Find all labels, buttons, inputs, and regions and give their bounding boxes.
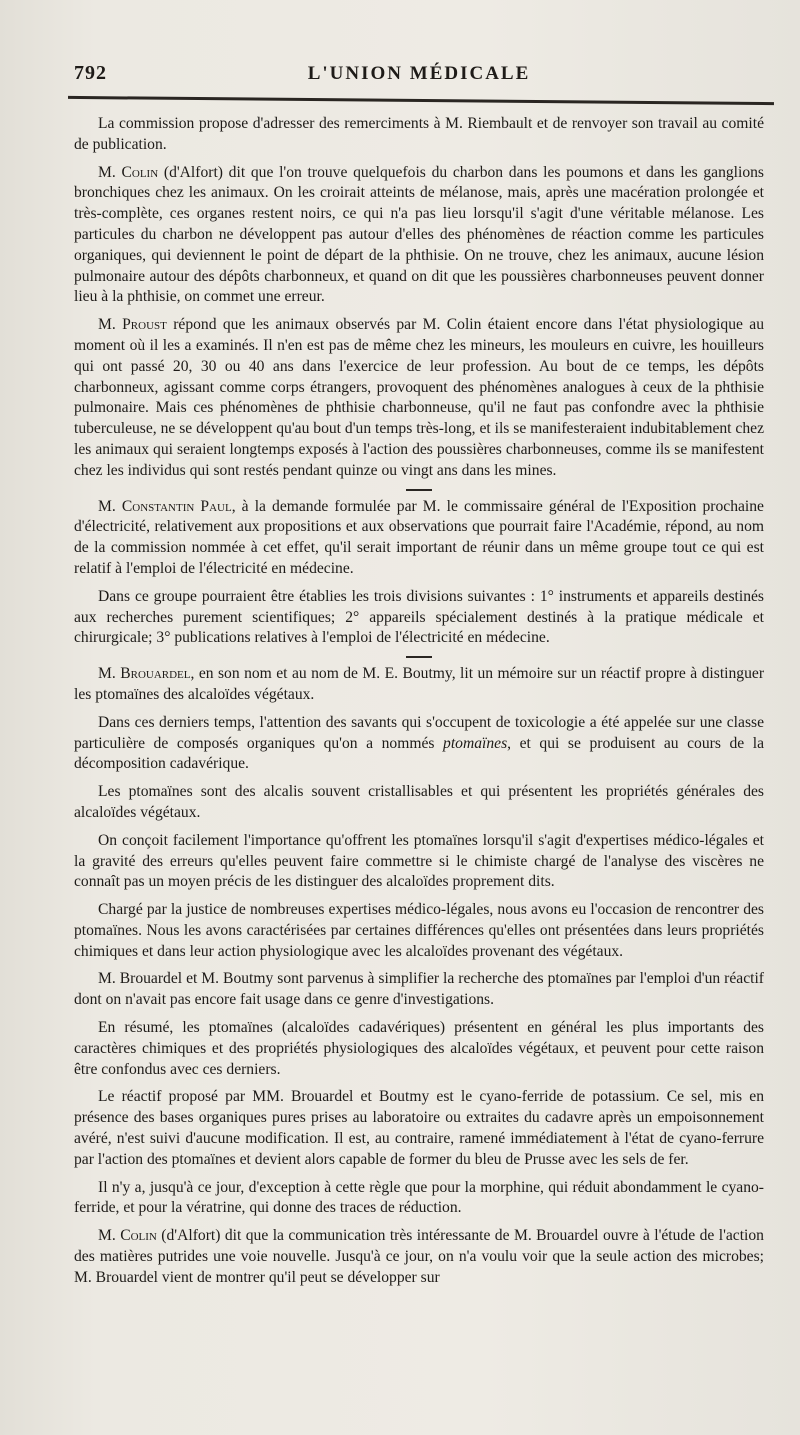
paragraph: La commission propose d'adresser des remerciments à M. Riembault et de renvoyer son travail au comité de publication.	[74, 115, 764, 153]
paragraph: M. Brouardel, en son nom et au nom de M. E. Boutmy, lit un mémoire sur un réactif propre à distinguer les ptomaïnes des alcaloïdes végétaux.	[74, 665, 765, 703]
article-body	[74, 114, 764, 1289]
italic-term: ptomaïnes	[443, 734, 508, 752]
page-number: 792	[74, 62, 107, 84]
speaker-name: M. Colin	[98, 1227, 157, 1245]
speaker-name: M. Constantin Paul	[98, 497, 232, 515]
paragraph: M. Colin (d'Alfort) dit que l'on trouve quelquefois du charbon dans les poumons et dans les ganglions bronchiques chez les animaux. On les croirait atteints de mélanose, mais, après une macération prolongée et très-complète, ces organes restent noirs, ce qui n'a pas lieu lorsqu'il s'agit d'une véritable mélanose. Les particules du charbon ne développent pas autour d'elles des phénomènes de réaction comme les particules organiques, qui deviennent le point de départ de la phthisie. On ne trouve, chez les animaux, aucune lésion pulmonaire autour des dépôts charbonneux, et quand on dit que les poussières charbonneuses peuvent donner lieu à la phthisie, on commet une erreur.	[74, 163, 764, 306]
paragraph: Chargé par la justice de nombreuses expertises médico-légales, nous avons eu l'occasion de rencontrer des ptomaïnes. Nous les avons caractérisées par certaines différences qu'elles ont présentées dans leurs propriétés chimiques et dans leur action physiologique avec les alcaloïdes provenant des végétaux.	[74, 901, 764, 960]
running-title: L'UNION MÉDICALE	[307, 63, 531, 84]
paragraph: On conçoit facilement l'importance qu'offrent les ptomaïnes lorsqu'il s'agit d'expertises médico-légales et la gravité des erreurs qu'elles peuvent faire commettre si le chimiste chargé de l'analyse des viscères ne connaît pas un moyen précis de les distinguer des alcaloïdes proprement dits.	[74, 831, 764, 891]
paragraph: M. Constantin Paul, à la demande formulée par M. le commissaire général de l'Exposition prochaine d'électricité, relativement aux propositions et aux observations que pourrait faire l'Académie, répond, au nom de la commission nommée à cet effet, qu'il serait important de réunir dans un même groupe tout ce qui est relatif à l'emploi de l'électricité en médecine.	[74, 497, 764, 577]
section-separator	[406, 656, 432, 658]
paragraph: Dans ce groupe pourraient être établies les trois divisions suivantes : 1° instruments et appareils destinés aux recherches purement scientifiques; 2° appareils spécialement destinés à la pratique médicale et chirurgicale; 3° publications relatives à l'emploi de l'électricité en médecine.	[74, 587, 764, 647]
section-separator	[406, 489, 432, 491]
header-rule	[68, 96, 774, 105]
paragraph: M. Colin (d'Alfort) dit que la communication très intéressante de M. Brouardel ouvre à l'étude de l'action des matières putrides une voie nouvelle. Jusqu'à ce jour, on n'a voulu voir que la seule action des microbes; M. Brouardel vient de montrer qu'il peut se développer sur	[74, 1227, 764, 1286]
paragraph: Le réactif proposé par MM. Brouardel et Boutmy est le cyano-ferride de potassium. Ce sel, mis en présence des bases organiques pures prises au laboratoire ou extraites du cadavre après un empoisonnement avéré, n'est suivi d'aucune modification. Il est, au contraire, ramené immédiatement à l'état de cyano-ferrure par l'action des ptomaïnes et devient alors capable de former du bleu de Prusse avec les sels de fer.	[74, 1088, 764, 1168]
speaker-name: M. Colin	[98, 163, 159, 181]
paragraph: Il n'y a, jusqu'à ce jour, d'exception à cette règle que pour la morphine, qui réduit abondamment le cyano-ferride, et pour la vératrine, qui donne des traces de réduction.	[74, 1178, 764, 1217]
speaker-name: M. Brouardel	[98, 665, 191, 683]
paragraph: En résumé, les ptomaïnes (alcaloïdes cadavériques) présentent en général les plus importants des caractères chimiques et des propriétés physiologiques des alcaloïdes végétaux, et peuvent pour cette raison être confondus avec ces derniers.	[74, 1019, 764, 1078]
paragraph: M. Proust répond que les animaux observés par M. Colin étaient encore dans l'état physiologique au moment où il les a examinés. Il n'en est pas de même chez les mineurs, les mouleurs en cuivre, les houilleurs qui ont passé 20, 30 ou 40 ans dans l'exercice de leur profession. Au bout de ce temps, les dépôts charbonneux, agissant comme corps étrangers, provoquent des phénomènes analogues à ceux de la phthisie pulmonaire. Mais ces phénomènes de phthisie charbonneuse, qu'il ne faut pas confondre avec la phthisie tuberculeuse, ne se développent qu'au bout d'un temps très-long, et ils se manifesteraient indubitablement chez les animaux qui seraient longtemps exposés à l'action des poussières charbonneuses, comme ils se manifestent chez les individus qui sont restés pendant quinze ou vingt ans dans les mines.	[74, 316, 764, 479]
paragraph: M. Brouardel et M. Boutmy sont parvenus à simplifier la recherche des ptomaïnes par l'emploi d'un réactif dont on n'avait pas encore fait usage dans ce genre d'investigations.	[74, 970, 764, 1009]
paragraph: Les ptomaïnes sont des alcalis souvent cristallisables et qui présentent les propriétés générales des alcaloïdes végétaux.	[74, 783, 764, 821]
paragraph: Dans ces derniers temps, l'attention des savants qui s'occupent de toxicologie a été appelée sur une classe particulière de composés organiques qu'on a nommés ptomaïnes, et qui se produisent au cours de la décomposition cadavérique.	[74, 713, 764, 773]
page-header	[74, 62, 764, 93]
speaker-name: M. Proust	[98, 316, 167, 334]
